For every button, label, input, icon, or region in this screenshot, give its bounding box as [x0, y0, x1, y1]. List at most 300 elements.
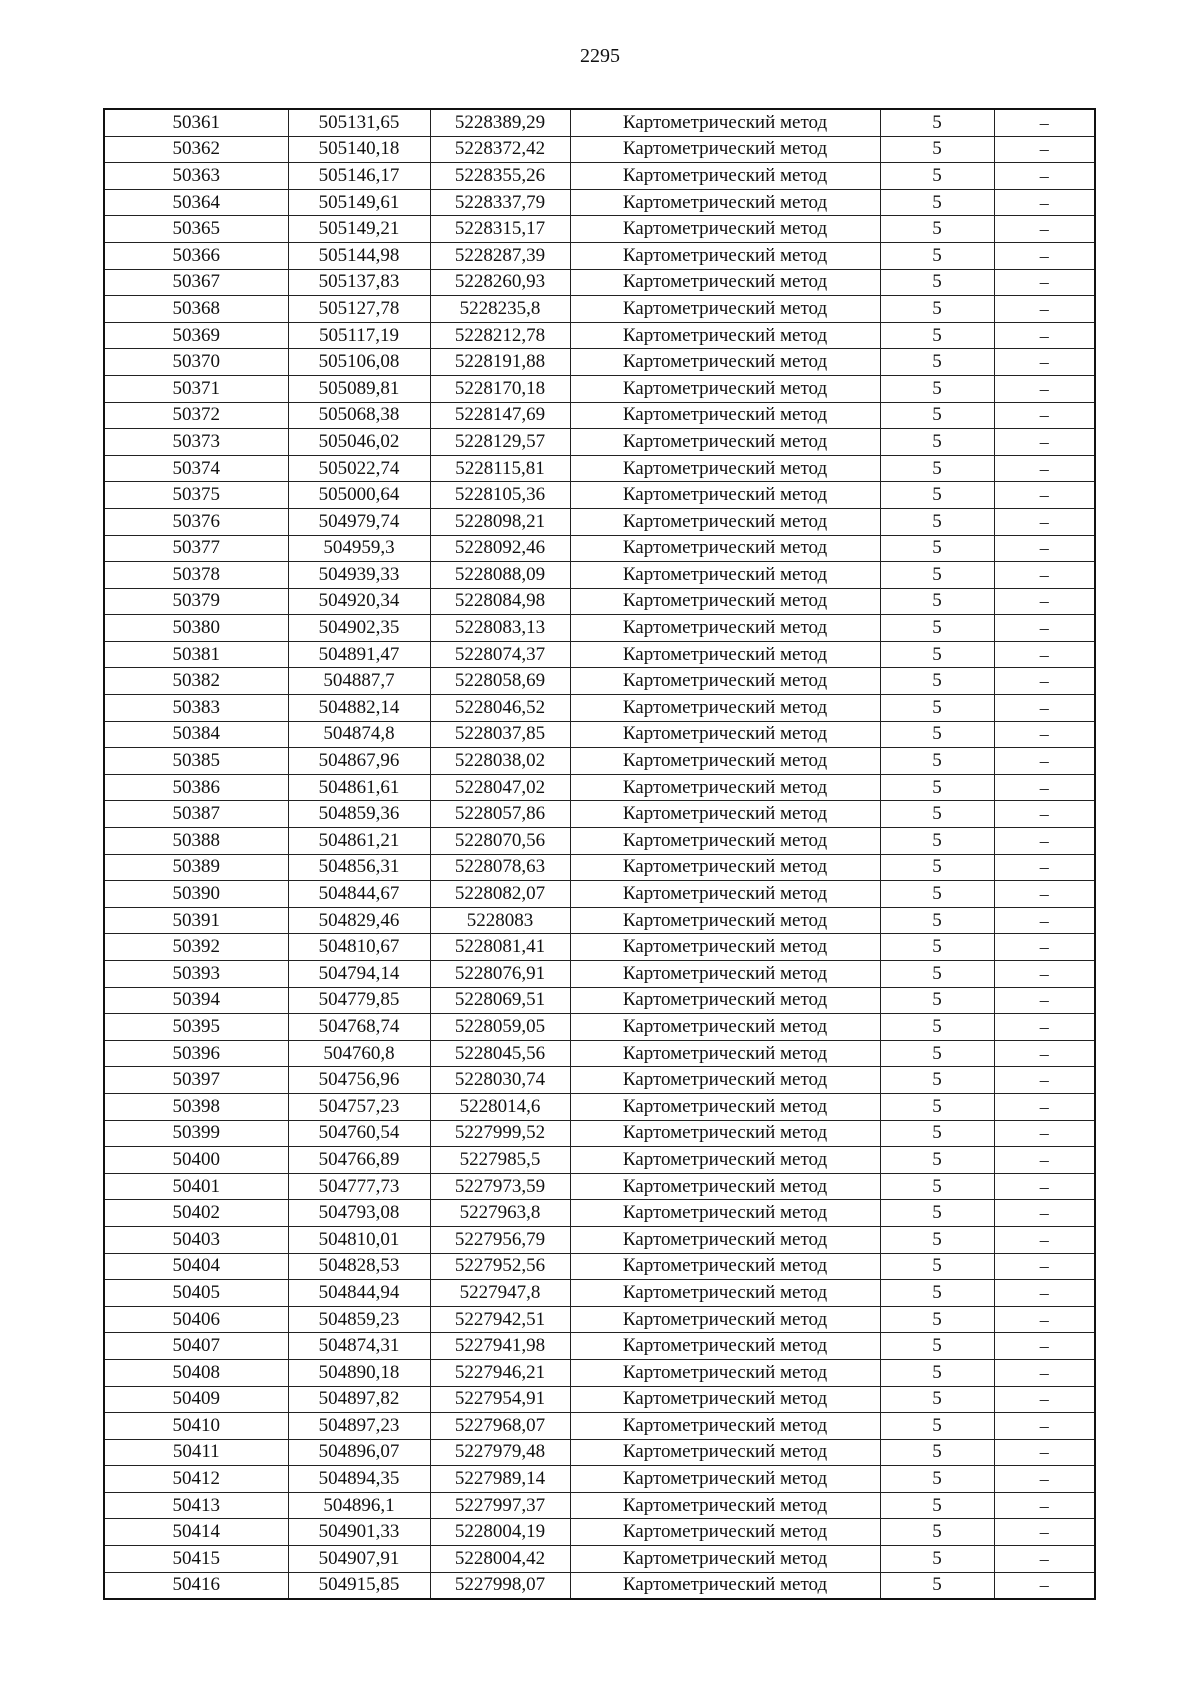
table-row [104, 828, 1095, 855]
method-cell: Картометрический метод [570, 1439, 880, 1466]
x-coordinate-cell: 504828,53 [288, 1253, 430, 1280]
accuracy-cell: 5 [880, 1546, 994, 1573]
table-row [104, 349, 1095, 376]
method-cell: Картометрический метод [570, 429, 880, 456]
table-row [104, 562, 1095, 589]
y-coordinate-cell: 5227989,14 [430, 1466, 570, 1493]
x-coordinate-cell: 504760,8 [288, 1040, 430, 1067]
table-row [104, 641, 1095, 668]
accuracy-cell: 5 [880, 1439, 994, 1466]
method-cell: Картометрический метод [570, 109, 880, 136]
point-number-cell: 50393 [104, 961, 288, 988]
x-coordinate-cell: 505117,19 [288, 322, 430, 349]
accuracy-cell: 5 [880, 1386, 994, 1413]
description-cell: – [994, 881, 1095, 908]
description-cell: – [994, 1014, 1095, 1041]
description-cell: – [994, 1093, 1095, 1120]
accuracy-cell: 5 [880, 854, 994, 881]
method-cell: Картометрический метод [570, 375, 880, 402]
point-number-cell: 50397 [104, 1067, 288, 1094]
x-coordinate-cell: 504777,73 [288, 1173, 430, 1200]
y-coordinate-cell: 5228372,42 [430, 136, 570, 163]
point-number-cell: 50399 [104, 1120, 288, 1147]
x-coordinate-cell: 504920,34 [288, 588, 430, 615]
y-coordinate-cell: 5228088,09 [430, 562, 570, 589]
y-coordinate-cell: 5227946,21 [430, 1359, 570, 1386]
accuracy-cell: 5 [880, 828, 994, 855]
table-row [104, 1466, 1095, 1493]
x-coordinate-cell: 504779,85 [288, 987, 430, 1014]
coordinates-table-body [104, 109, 1095, 1599]
point-number-cell: 50379 [104, 588, 288, 615]
description-cell: – [994, 1120, 1095, 1147]
table-row [104, 269, 1095, 296]
y-coordinate-cell: 5227999,52 [430, 1120, 570, 1147]
description-cell: – [994, 163, 1095, 190]
point-number-cell: 50376 [104, 508, 288, 535]
description-cell: – [994, 1519, 1095, 1546]
accuracy-cell: 5 [880, 136, 994, 163]
table-row [104, 216, 1095, 243]
description-cell: – [994, 535, 1095, 562]
description-cell: – [994, 961, 1095, 988]
table-row [104, 1067, 1095, 1094]
accuracy-cell: 5 [880, 641, 994, 668]
accuracy-cell: 5 [880, 349, 994, 376]
y-coordinate-cell: 5228074,37 [430, 641, 570, 668]
table-row [104, 296, 1095, 323]
y-coordinate-cell: 5228315,17 [430, 216, 570, 243]
method-cell: Картометрический метод [570, 1067, 880, 1094]
x-coordinate-cell: 504894,35 [288, 1466, 430, 1493]
method-cell: Картометрический метод [570, 508, 880, 535]
table-row [104, 721, 1095, 748]
x-coordinate-cell: 505144,98 [288, 242, 430, 269]
point-number-cell: 50410 [104, 1413, 288, 1440]
method-cell: Картометрический метод [570, 1253, 880, 1280]
point-number-cell: 50382 [104, 668, 288, 695]
point-number-cell: 50402 [104, 1200, 288, 1227]
description-cell: – [994, 721, 1095, 748]
point-number-cell: 50377 [104, 535, 288, 562]
x-coordinate-cell: 504867,96 [288, 748, 430, 775]
method-cell: Картометрический метод [570, 641, 880, 668]
table-row [104, 163, 1095, 190]
y-coordinate-cell: 5228014,6 [430, 1093, 570, 1120]
point-number-cell: 50411 [104, 1439, 288, 1466]
accuracy-cell: 5 [880, 1253, 994, 1280]
method-cell: Картометрический метод [570, 562, 880, 589]
point-number-cell: 50405 [104, 1280, 288, 1307]
y-coordinate-cell: 5228098,21 [430, 508, 570, 535]
method-cell: Картометрический метод [570, 615, 880, 642]
accuracy-cell: 5 [880, 1226, 994, 1253]
x-coordinate-cell: 504874,8 [288, 721, 430, 748]
x-coordinate-cell: 504794,14 [288, 961, 430, 988]
x-coordinate-cell: 504939,33 [288, 562, 430, 589]
table-row [104, 1519, 1095, 1546]
method-cell: Картометрический метод [570, 535, 880, 562]
method-cell: Картометрический метод [570, 1333, 880, 1360]
point-number-cell: 50361 [104, 109, 288, 136]
point-number-cell: 50368 [104, 296, 288, 323]
method-cell: Картометрический метод [570, 987, 880, 1014]
accuracy-cell: 5 [880, 242, 994, 269]
y-coordinate-cell: 5228260,93 [430, 269, 570, 296]
y-coordinate-cell: 5228084,98 [430, 588, 570, 615]
table-row [104, 1546, 1095, 1573]
description-cell: – [994, 1147, 1095, 1174]
accuracy-cell: 5 [880, 934, 994, 961]
x-coordinate-cell: 504896,1 [288, 1492, 430, 1519]
accuracy-cell: 5 [880, 535, 994, 562]
accuracy-cell: 5 [880, 1359, 994, 1386]
accuracy-cell: 5 [880, 588, 994, 615]
method-cell: Картометрический метод [570, 881, 880, 908]
x-coordinate-cell: 504891,47 [288, 641, 430, 668]
description-cell: – [994, 508, 1095, 535]
method-cell: Картометрический метод [570, 1147, 880, 1174]
method-cell: Картометрический метод [570, 349, 880, 376]
table-row [104, 1253, 1095, 1280]
description-cell: – [994, 1306, 1095, 1333]
point-number-cell: 50378 [104, 562, 288, 589]
description-cell: – [994, 1280, 1095, 1307]
table-row [104, 1147, 1095, 1174]
point-number-cell: 50387 [104, 801, 288, 828]
accuracy-cell: 5 [880, 1306, 994, 1333]
description-cell: – [994, 774, 1095, 801]
description-cell: – [994, 1067, 1095, 1094]
point-number-cell: 50398 [104, 1093, 288, 1120]
point-number-cell: 50404 [104, 1253, 288, 1280]
method-cell: Картометрический метод [570, 1120, 880, 1147]
table-row [104, 1014, 1095, 1041]
x-coordinate-cell: 505131,65 [288, 109, 430, 136]
y-coordinate-cell: 5227942,51 [430, 1306, 570, 1333]
method-cell: Картометрический метод [570, 854, 880, 881]
accuracy-cell: 5 [880, 375, 994, 402]
table-row [104, 1226, 1095, 1253]
accuracy-cell: 5 [880, 1067, 994, 1094]
x-coordinate-cell: 504959,3 [288, 535, 430, 562]
description-cell: – [994, 242, 1095, 269]
description-cell: – [994, 189, 1095, 216]
point-number-cell: 50392 [104, 934, 288, 961]
description-cell: – [994, 1572, 1095, 1599]
x-coordinate-cell: 504897,23 [288, 1413, 430, 1440]
x-coordinate-cell: 504829,46 [288, 907, 430, 934]
accuracy-cell: 5 [880, 109, 994, 136]
y-coordinate-cell: 5227973,59 [430, 1173, 570, 1200]
x-coordinate-cell: 504882,14 [288, 695, 430, 722]
y-coordinate-cell: 5228047,02 [430, 774, 570, 801]
description-cell: – [994, 1439, 1095, 1466]
x-coordinate-cell: 505140,18 [288, 136, 430, 163]
x-coordinate-cell: 504861,21 [288, 828, 430, 855]
table-row [104, 1333, 1095, 1360]
description-cell: – [994, 1386, 1095, 1413]
table-row [104, 1492, 1095, 1519]
table-row [104, 455, 1095, 482]
x-coordinate-cell: 505146,17 [288, 163, 430, 190]
y-coordinate-cell: 5228083,13 [430, 615, 570, 642]
accuracy-cell: 5 [880, 402, 994, 429]
table-row [104, 136, 1095, 163]
table-row [104, 987, 1095, 1014]
x-coordinate-cell: 505000,64 [288, 482, 430, 509]
y-coordinate-cell: 5228030,74 [430, 1067, 570, 1094]
accuracy-cell: 5 [880, 1120, 994, 1147]
table-row [104, 1359, 1095, 1386]
accuracy-cell: 5 [880, 189, 994, 216]
table-row [104, 934, 1095, 961]
y-coordinate-cell: 5228235,8 [430, 296, 570, 323]
description-cell: – [994, 1546, 1095, 1573]
y-coordinate-cell: 5227998,07 [430, 1572, 570, 1599]
point-number-cell: 50366 [104, 242, 288, 269]
description-cell: – [994, 1413, 1095, 1440]
table-row [104, 668, 1095, 695]
point-number-cell: 50375 [104, 482, 288, 509]
y-coordinate-cell: 5228212,78 [430, 322, 570, 349]
y-coordinate-cell: 5228115,81 [430, 455, 570, 482]
method-cell: Картометрический метод [570, 296, 880, 323]
x-coordinate-cell: 505022,74 [288, 455, 430, 482]
x-coordinate-cell: 505149,61 [288, 189, 430, 216]
point-number-cell: 50367 [104, 269, 288, 296]
y-coordinate-cell: 5227985,5 [430, 1147, 570, 1174]
y-coordinate-cell: 5228170,18 [430, 375, 570, 402]
x-coordinate-cell: 504856,31 [288, 854, 430, 881]
point-number-cell: 50380 [104, 615, 288, 642]
table-row [104, 429, 1095, 456]
description-cell: – [994, 1040, 1095, 1067]
table-row [104, 482, 1095, 509]
y-coordinate-cell: 5228337,79 [430, 189, 570, 216]
description-cell: – [994, 402, 1095, 429]
method-cell: Картометрический метод [570, 242, 880, 269]
table-row [104, 322, 1095, 349]
table-row [104, 615, 1095, 642]
y-coordinate-cell: 5228058,69 [430, 668, 570, 695]
method-cell: Картометрический метод [570, 828, 880, 855]
table-row [104, 588, 1095, 615]
accuracy-cell: 5 [880, 907, 994, 934]
y-coordinate-cell: 5228083 [430, 907, 570, 934]
method-cell: Картометрический метод [570, 748, 880, 775]
description-cell: – [994, 828, 1095, 855]
x-coordinate-cell: 504859,36 [288, 801, 430, 828]
description-cell: – [994, 109, 1095, 136]
accuracy-cell: 5 [880, 1173, 994, 1200]
point-number-cell: 50364 [104, 189, 288, 216]
point-number-cell: 50384 [104, 721, 288, 748]
description-cell: – [994, 136, 1095, 163]
point-number-cell: 50381 [104, 641, 288, 668]
method-cell: Картометрический метод [570, 189, 880, 216]
point-number-cell: 50394 [104, 987, 288, 1014]
table-row [104, 1173, 1095, 1200]
y-coordinate-cell: 5228147,69 [430, 402, 570, 429]
y-coordinate-cell: 5227954,91 [430, 1386, 570, 1413]
table-row [104, 508, 1095, 535]
description-cell: – [994, 695, 1095, 722]
accuracy-cell: 5 [880, 695, 994, 722]
method-cell: Картометрический метод [570, 1200, 880, 1227]
table-row [104, 961, 1095, 988]
y-coordinate-cell: 5228082,07 [430, 881, 570, 908]
accuracy-cell: 5 [880, 508, 994, 535]
description-cell: – [994, 482, 1095, 509]
point-number-cell: 50373 [104, 429, 288, 456]
table-row [104, 189, 1095, 216]
method-cell: Картометрический метод [570, 455, 880, 482]
method-cell: Картометрический метод [570, 1413, 880, 1440]
y-coordinate-cell: 5227979,48 [430, 1439, 570, 1466]
table-row [104, 1439, 1095, 1466]
method-cell: Картометрический метод [570, 482, 880, 509]
table-row [104, 801, 1095, 828]
table-row [104, 854, 1095, 881]
point-number-cell: 50391 [104, 907, 288, 934]
point-number-cell: 50395 [104, 1014, 288, 1041]
description-cell: – [994, 322, 1095, 349]
description-cell: – [994, 588, 1095, 615]
y-coordinate-cell: 5227941,98 [430, 1333, 570, 1360]
point-number-cell: 50369 [104, 322, 288, 349]
accuracy-cell: 5 [880, 562, 994, 589]
description-cell: – [994, 429, 1095, 456]
method-cell: Картометрический метод [570, 269, 880, 296]
accuracy-cell: 5 [880, 482, 994, 509]
description-cell: – [994, 641, 1095, 668]
accuracy-cell: 5 [880, 615, 994, 642]
description-cell: – [994, 269, 1095, 296]
description-cell: – [994, 907, 1095, 934]
y-coordinate-cell: 5228057,86 [430, 801, 570, 828]
y-coordinate-cell: 5227947,8 [430, 1280, 570, 1307]
accuracy-cell: 5 [880, 961, 994, 988]
method-cell: Картометрический метод [570, 1572, 880, 1599]
accuracy-cell: 5 [880, 801, 994, 828]
x-coordinate-cell: 505137,83 [288, 269, 430, 296]
method-cell: Картометрический метод [570, 668, 880, 695]
description-cell: – [994, 615, 1095, 642]
point-number-cell: 50374 [104, 455, 288, 482]
point-number-cell: 50372 [104, 402, 288, 429]
method-cell: Картометрический метод [570, 1226, 880, 1253]
description-cell: – [994, 296, 1095, 323]
method-cell: Картометрический метод [570, 1519, 880, 1546]
accuracy-cell: 5 [880, 1014, 994, 1041]
table-row [104, 1306, 1095, 1333]
accuracy-cell: 5 [880, 1413, 994, 1440]
method-cell: Картометрический метод [570, 1492, 880, 1519]
table-row [104, 535, 1095, 562]
table-row [104, 1413, 1095, 1440]
x-coordinate-cell: 504844,67 [288, 881, 430, 908]
accuracy-cell: 5 [880, 1519, 994, 1546]
method-cell: Картометрический метод [570, 1173, 880, 1200]
y-coordinate-cell: 5228191,88 [430, 349, 570, 376]
method-cell: Картометрический метод [570, 322, 880, 349]
method-cell: Картометрический метод [570, 934, 880, 961]
y-coordinate-cell: 5228069,51 [430, 987, 570, 1014]
y-coordinate-cell: 5228076,91 [430, 961, 570, 988]
description-cell: – [994, 216, 1095, 243]
table-row [104, 774, 1095, 801]
table-row [104, 1040, 1095, 1067]
table-row [104, 695, 1095, 722]
table-row [104, 907, 1095, 934]
table-row [104, 1200, 1095, 1227]
point-number-cell: 50370 [104, 349, 288, 376]
method-cell: Картометрический метод [570, 402, 880, 429]
x-coordinate-cell: 504766,89 [288, 1147, 430, 1174]
point-number-cell: 50383 [104, 695, 288, 722]
description-cell: – [994, 1200, 1095, 1227]
description-cell: – [994, 1226, 1095, 1253]
point-number-cell: 50385 [104, 748, 288, 775]
x-coordinate-cell: 504844,94 [288, 1280, 430, 1307]
x-coordinate-cell: 504756,96 [288, 1067, 430, 1094]
x-coordinate-cell: 505106,08 [288, 349, 430, 376]
point-number-cell: 50363 [104, 163, 288, 190]
point-number-cell: 50415 [104, 1546, 288, 1573]
y-coordinate-cell: 5228081,41 [430, 934, 570, 961]
accuracy-cell: 5 [880, 1333, 994, 1360]
x-coordinate-cell: 504890,18 [288, 1359, 430, 1386]
accuracy-cell: 5 [880, 163, 994, 190]
description-cell: – [994, 934, 1095, 961]
point-number-cell: 50365 [104, 216, 288, 243]
x-coordinate-cell: 505149,21 [288, 216, 430, 243]
description-cell: – [994, 562, 1095, 589]
point-number-cell: 50408 [104, 1359, 288, 1386]
description-cell: – [994, 1253, 1095, 1280]
table-row [104, 1280, 1095, 1307]
accuracy-cell: 5 [880, 429, 994, 456]
table-row [104, 748, 1095, 775]
point-number-cell: 50403 [104, 1226, 288, 1253]
method-cell: Картометрический метод [570, 1546, 880, 1573]
table-row [104, 1386, 1095, 1413]
point-number-cell: 50362 [104, 136, 288, 163]
method-cell: Картометрический метод [570, 1014, 880, 1041]
table-row [104, 375, 1095, 402]
method-cell: Картометрический метод [570, 695, 880, 722]
accuracy-cell: 5 [880, 1280, 994, 1307]
x-coordinate-cell: 505046,02 [288, 429, 430, 456]
y-coordinate-cell: 5228046,52 [430, 695, 570, 722]
point-number-cell: 50390 [104, 881, 288, 908]
y-coordinate-cell: 5227956,79 [430, 1226, 570, 1253]
description-cell: – [994, 1333, 1095, 1360]
accuracy-cell: 5 [880, 1200, 994, 1227]
point-number-cell: 50412 [104, 1466, 288, 1493]
x-coordinate-cell: 504810,67 [288, 934, 430, 961]
accuracy-cell: 5 [880, 296, 994, 323]
accuracy-cell: 5 [880, 668, 994, 695]
accuracy-cell: 5 [880, 721, 994, 748]
x-coordinate-cell: 504861,61 [288, 774, 430, 801]
y-coordinate-cell: 5228355,26 [430, 163, 570, 190]
method-cell: Картометрический метод [570, 1040, 880, 1067]
method-cell: Картометрический метод [570, 1386, 880, 1413]
x-coordinate-cell: 504896,07 [288, 1439, 430, 1466]
accuracy-cell: 5 [880, 1093, 994, 1120]
